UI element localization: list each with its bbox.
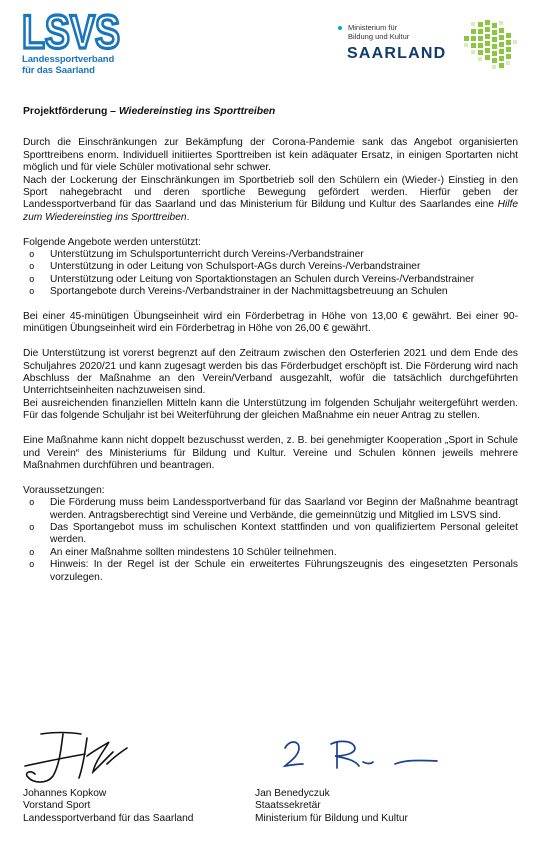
list-item: o Unterstützung im Schulsportunterricht durch Vereins-/Verbandstrainer [23, 249, 518, 261]
lsvs-sub-line1: Landessportverband [22, 54, 115, 65]
ministry-logo [338, 24, 518, 80]
ministry-name [348, 24, 409, 41]
lsvs-logo-subtitle [22, 54, 114, 76]
duration-paragraph-2: Bei ausreichenden finanziellen Mitteln kann die Unterstützung im folgenden Schuljahr weitergeführt werden. Für das folgende Schuljahr ist bei Weiterführung der gleichen Maßnahme ein neuer Antrag zu stellen. [23, 397, 518, 422]
signatory-right-name: Jan Benedyczuk [255, 788, 330, 799]
lsvs-logo [22, 10, 122, 90]
lsvs-logo-mark [22, 10, 122, 52]
handwritten-signature-right [255, 728, 455, 790]
intro-p2-text: Nach der Lockerung der Einschränkungen im Sportbetrieb soll den Schülern ein (Wieder-) Einstieg in den Sport nahegebracht und deren sportliche Bewegung gefördert werden. Hierfür geben der Landessportverband für das Saarland und das Ministerium für Bildung und Kultur des Saarlandes eine [23, 174, 518, 211]
duration-paragraph-1: Die Unterstützung ist vorerst begrenzt auf den Zeitraum zwischen den Osterferien 2021 und dem Ende des Schuljahres 2020/21 und kann zugesagt werden bis das Förderbudget erschöpft ist. Die Förderung wird nach Abschluss der Maßnahme an den Verein/Verband ausgezahlt, wofür die tatsächlich durchgeführten Unterrichtseinheiten nachzuweisen sind. [23, 348, 518, 397]
intro-paragraph-1: Durch die Einschränkungen zur Bekämpfung der Corona-Pandemie sank das Angebot organisierten Sporttreibens enorm. Individuell initiiertes Sporttreiben ist kein adäquater Ersatz, in einigen Sportarten nicht möglich und für viele Schüler motivational sehr schwer. [23, 137, 518, 174]
requirements-list [23, 497, 518, 584]
offers-heading: Folgende Angebote werden unterstützt: [23, 236, 201, 248]
funding-paragraph: Bei einer 45-minütigen Übungseinheit wird ein Förderbetrag in Höhe von 13,00 € gewährt. Bei einer 90-minütigen Übungseinheit wird ein Förderbetrag in Höhe von 26,00 € gewährt. [23, 311, 518, 335]
signatory-left-name: Johannes Kopkow [23, 788, 107, 799]
lsvs-sub-line2: für das Saarland [22, 65, 95, 76]
list-item: o Sportangebote durch Vereins-/Verbandstrainer in der Nachmittagsbetreuung an Schulen [23, 286, 518, 298]
handwritten-signature-left [23, 728, 143, 790]
saarland-map-icon [458, 18, 520, 78]
list-item: o Die Förderung muss beim Landessportverband für das Saarland vor Beginn der Maßnahme beantragt werden. Antragsberechtigt sind Vereine und Verbände, die gemeinnützig und Mitglied im LSVS sind. [23, 497, 518, 522]
ministry-dot-icon [338, 26, 342, 30]
document-title [23, 106, 518, 118]
signatory-right-org: Ministerium für Bildung und Kultur [255, 812, 408, 824]
signature-block [23, 728, 518, 838]
signatory-right-text [255, 788, 408, 825]
lsvs-logo-text: LSVS [22, 10, 120, 52]
intro-p2-italic: Hilfe zum Wiedereinstieg ins Sporttreiben [23, 199, 518, 223]
ministry-saarland-wordmark: SAARLAND [347, 45, 447, 62]
double-funding-paragraph: Eine Maßnahme kann nicht doppelt bezuschusst werden, z. B. bei genehmigter Kooperation „Sport in Schule und Verein“ des Ministeriums für Bildung und Kultur. Vereine und Schulen können jeweils mehrere Maßnahmen durchführen und beantragen. [23, 435, 518, 471]
intro-paragraph-2 [23, 175, 518, 225]
signatory-left-text [23, 788, 193, 825]
requirements-heading: Voraussetzungen: [23, 484, 105, 496]
ministry-line2: Bildung und Kultur [348, 31, 410, 41]
signatory-left-role: Vorstand Sport [23, 800, 91, 812]
list-item: o Unterstützung in oder Leitung von Schulsport-AGs durch Vereins-/Verbandstrainer [23, 261, 518, 273]
title-prefix: Projektförderung – [23, 106, 119, 117]
intro-p2-end: . [186, 211, 190, 223]
offers-list [23, 249, 518, 299]
list-item: o Das Sportangebot muss im schulischen Kontext stattfinden und von qualifiziertem Personal geleitet werden. [23, 522, 518, 547]
signatory-left-org: Landessportverband für das Saarland [23, 812, 194, 824]
list-item: o Hinweis: In der Regel ist der Schule ein erweitertes Führungszeugnis des eingesetzten Personals vorzulegen. [23, 559, 518, 584]
document-body [23, 106, 518, 584]
list-item: o Unterstützung oder Leitung von Sportaktionstagen an Schulen durch Vereins-/Verbandstrainer [23, 274, 518, 286]
signatory-right-role: Staatssekretär [255, 800, 321, 812]
list-item: o An einer Maßnahme sollten mindestens 10 Schüler teilnehmen. [23, 547, 518, 559]
ministry-line1: Ministerium für [348, 23, 398, 32]
title-italic: Wiedereinstieg ins Sporttreiben [118, 106, 276, 117]
